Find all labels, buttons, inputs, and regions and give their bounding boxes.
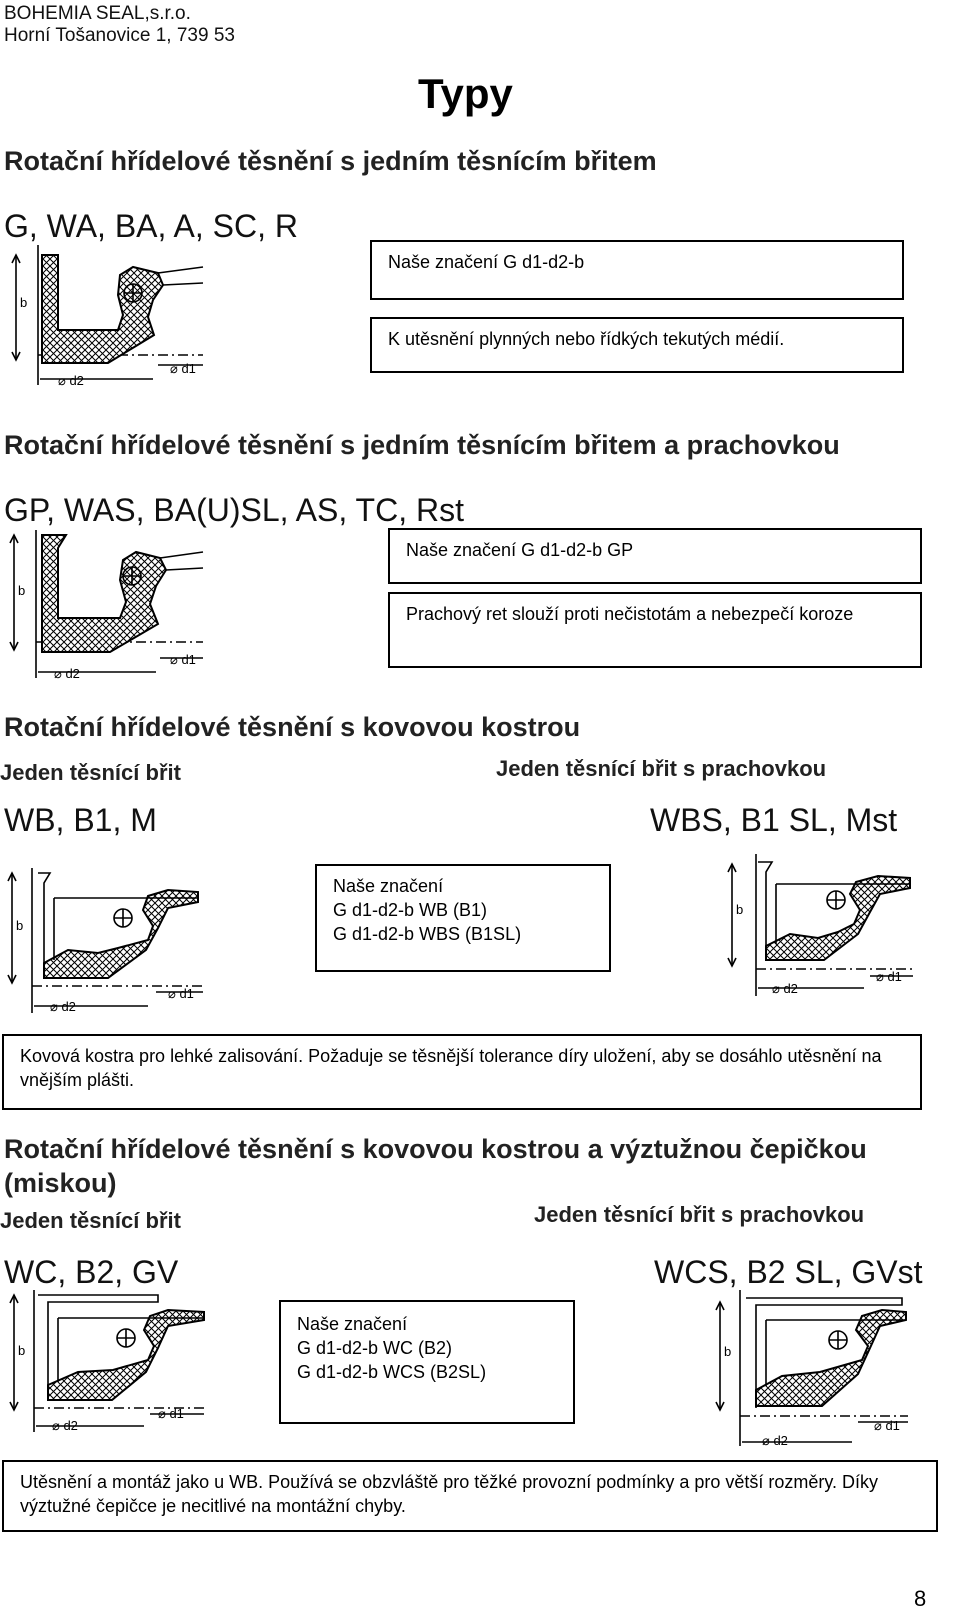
- dim-d1-label: ⌀ d1: [874, 1418, 900, 1433]
- designation-line-2: G d1-d2-b WC (B2): [297, 1338, 453, 1358]
- seal-drawing-metal-case-dust-lip: [728, 854, 918, 1000]
- section4-title: Rotační hřídelové těsnění s kovovou kostrou a výztužnou čepičkou (miskou): [4, 1134, 867, 1198]
- section1-title: Rotační hřídelové těsnění s jedním těsnícím břitem: [4, 146, 657, 176]
- dim-b-label: b: [736, 902, 744, 917]
- dim-b-label: b: [18, 1343, 26, 1358]
- dim-b-label: b: [724, 1344, 732, 1359]
- designation-line-1: Naše značení: [333, 876, 444, 896]
- designation-text: Naše značení G d1-d2-b: [388, 252, 585, 272]
- section4-right-subtitle: Jeden těsnící břit s prachovkou: [534, 1202, 865, 1227]
- dim-d1-label: ⌀ d1: [170, 652, 196, 667]
- section3-right-codes: WBS, B1 SL, Mst: [650, 802, 898, 838]
- dim-d2-label: ⌀ d2: [762, 1433, 788, 1448]
- section2-description-box: [388, 592, 922, 668]
- section1-description-box: [370, 317, 904, 373]
- designation-text: Naše značení G d1-d2-b GP: [406, 540, 634, 560]
- dim-d1-label: ⌀ d1: [168, 986, 194, 1001]
- note-text: Kovová kostra pro lehké zalisování. Požaduje se těsnější tolerance díry uložení, aby se dosáhlo utěsnění na vnějším plášti.: [20, 1046, 882, 1090]
- seal-drawing-metal-cap-dust-lip: [712, 1290, 912, 1450]
- dim-d2-label: ⌀ d2: [58, 373, 84, 388]
- section4-note-box: [2, 1460, 938, 1532]
- dim-b-label: b: [18, 583, 26, 598]
- section3-note-box: [2, 1034, 922, 1110]
- designation-line-1: Naše značení: [297, 1314, 408, 1334]
- section2-designation-box: [388, 528, 922, 584]
- section4-right-codes: WCS, B2 SL, GVst: [654, 1254, 923, 1290]
- note-text: Utěsnění a montáž jako u WB. Používá se obzvláště pro těžké provozní podmínky a pro větší rozměry. Díky výztužné čepičce je necitlivé na montážní chyby.: [20, 1472, 879, 1516]
- section3-left-subtitle: Jeden těsnící břit: [0, 760, 181, 785]
- page-title: Typy: [418, 70, 513, 117]
- designation-line-2: G d1-d2-b WB (B1): [333, 900, 488, 920]
- section1-designation-box: [370, 240, 904, 300]
- section4-left-codes: WC, B2, GV: [4, 1254, 179, 1290]
- dim-b-label: b: [16, 918, 24, 933]
- designation-line-3: G d1-d2-b WCS (B2SL): [297, 1362, 487, 1382]
- description-text: K utěsnění plynných nebo řídkých tekutých médií.: [388, 329, 785, 349]
- seal-drawing-with-dust-lip: [8, 530, 208, 680]
- section3-designation-box: [315, 864, 611, 972]
- dim-b-label: b: [20, 295, 28, 310]
- company-name: BOHEMIA SEAL,s.r.o.: [4, 3, 191, 24]
- dim-d1-label: ⌀ d1: [170, 361, 196, 376]
- seal-drawing-metal-case: [8, 868, 208, 1016]
- designation-line-3: G d1-d2-b WBS (B1SL): [333, 924, 522, 944]
- dim-d2-label: ⌀ d2: [54, 666, 80, 681]
- company-address: Horní Tošanovice 1, 739 53: [4, 25, 235, 46]
- section3-left-codes: WB, B1, M: [4, 802, 157, 838]
- dim-d2-label: ⌀ d2: [52, 1418, 78, 1433]
- dim-d2-label: ⌀ d2: [50, 999, 76, 1014]
- section2-title: Rotační hřídelové těsnění s jedním těsnícím břitem a prachovkou: [4, 430, 840, 460]
- dim-d1-label: ⌀ d1: [158, 1406, 184, 1421]
- section3-right-subtitle: Jeden těsnící břit s prachovkou: [496, 756, 827, 781]
- page-number: 8: [914, 1586, 927, 1611]
- seal-drawing-single-lip: [8, 245, 208, 390]
- section1-codes: G, WA, BA, A, SC, R: [4, 208, 298, 244]
- seal-drawing-metal-cap: [8, 1290, 208, 1436]
- section4-left-subtitle: Jeden těsnící břit: [0, 1208, 181, 1233]
- dim-d2-label: ⌀ d2: [772, 981, 798, 996]
- section4-designation-box: [279, 1300, 575, 1424]
- description-text: Prachový ret slouží proti nečistotám a nebezpečí koroze: [406, 604, 854, 624]
- section3-title: Rotační hřídelové těsnění s kovovou kostrou: [4, 712, 581, 742]
- dim-d1-label: ⌀ d1: [876, 969, 902, 984]
- section2-codes: GP, WAS, BA(U)SL, AS, TC, Rst: [4, 492, 464, 528]
